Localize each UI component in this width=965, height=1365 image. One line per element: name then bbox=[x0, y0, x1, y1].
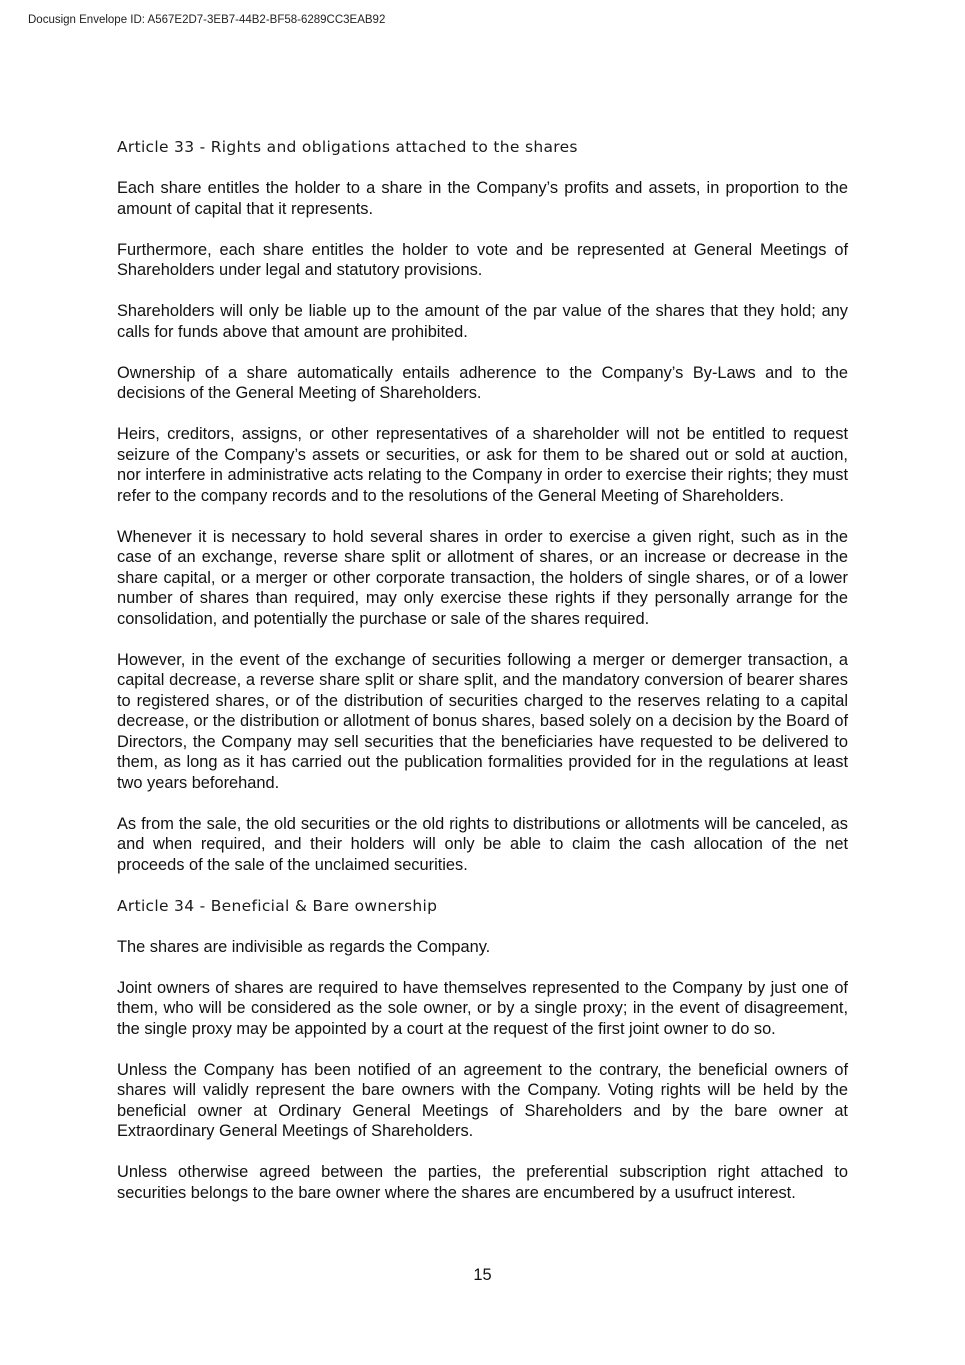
article-34-paragraph-3: Unless the Company has been notified of an agreement to the contrary, the beneficial owners of shares will validly represent the bare owners with the Company. Voting rights will be held by the beneficial owner at Ordinary General Meetings of Shareholders and by the bare owner at Extraordinary General Meetings of Shareholders. bbox=[117, 1060, 848, 1140]
article-33-paragraph-5: Heirs, creditors, assigns, or other representatives of a shareholder will not be entitled to request seizure of the Company’s assets or securities, or ask for them to be shared out or sold at auction, nor interfere in administrative acts relating to the Company in order to exercise their rights; they must refer to the company records and to the resolutions of the General Meeting of Shareholders. bbox=[117, 425, 848, 505]
article-33-paragraph-7: However, in the event of the exchange of securities following a merger or demerger transaction, a capital decrease, a reverse share split or share split, and the mandatory conversion of bearer shares to registered shares, or of the distribution of securities charged to the reserves relating to a capital decrease, or the distribution or allotment of bonus shares, based solely on a decision by the Board of Directors, the Company may sell securities that the beneficiaries have requested to be delivered to them, as long as it has carried out the publication formalities provided for in the regulations at least two years beforehand. bbox=[117, 650, 848, 792]
document-body bbox=[117, 137, 848, 1224]
article-33-paragraph-8: As from the sale, the old securities or the old rights to distributions or allotments will be canceled, as and when required, and their holders will only be able to claim the cash allocation of the net proceeds of the sale of the unclaimed securities. bbox=[117, 814, 848, 874]
page-number: 15 bbox=[473, 1266, 492, 1284]
article-34-paragraph-4: Unless otherwise agreed between the parties, the preferential subscription right attached to securities belongs to the bare owner where the shares are encumbered by a usufruct interest. bbox=[117, 1163, 848, 1202]
article-34-paragraph-2: Joint owners of shares are required to have themselves represented to the Company by just one of them, who will be considered as the sole owner, or by a single proxy; in the event of disagreement, the single proxy may be appointed by a court at the request of the first joint owner to do so. bbox=[117, 978, 848, 1038]
article-33-paragraph-1: Each share entitles the holder to a share in the Company’s profits and assets, in proportion to the amount of capital that it represents. bbox=[117, 179, 848, 218]
article-33-paragraph-6: Whenever it is necessary to hold several shares in order to exercise a given right, such as in the case of an exchange, reverse share split or allotment of shares, or an increase or decrease in the share capital, or a merger or other corporate transaction, the holders of single shares, or of a lower number of shares than required, may only exercise these rights if they personally arrange for the consolidation, and potentially the purchase or sale of the shares required. bbox=[117, 527, 848, 628]
docusign-envelope-id: Docusign Envelope ID: A567E2D7-3EB7-44B2-BF58-6289CC3EAB92 bbox=[28, 14, 386, 26]
article-33-heading: Article 33 - Rights and obligations attached to the shares bbox=[117, 138, 578, 156]
article-33-paragraph-4: Ownership of a share automatically entails adherence to the Company’s By-Laws and to the decisions of the General Meeting of Shareholders. bbox=[117, 363, 848, 402]
article-33-paragraph-2: Furthermore, each share entitles the holder to vote and be represented at General Meetings of Shareholders under legal and statutory provisions. bbox=[117, 240, 848, 279]
article-33-paragraph-3: Shareholders will only be liable up to the amount of the par value of the shares that they hold; any calls for funds above that amount are prohibited. bbox=[117, 302, 848, 341]
article-34-paragraph-1: The shares are indivisible as regards the Company. bbox=[117, 937, 491, 956]
article-34-heading: Article 34 - Beneficial & Bare ownership bbox=[117, 896, 438, 915]
